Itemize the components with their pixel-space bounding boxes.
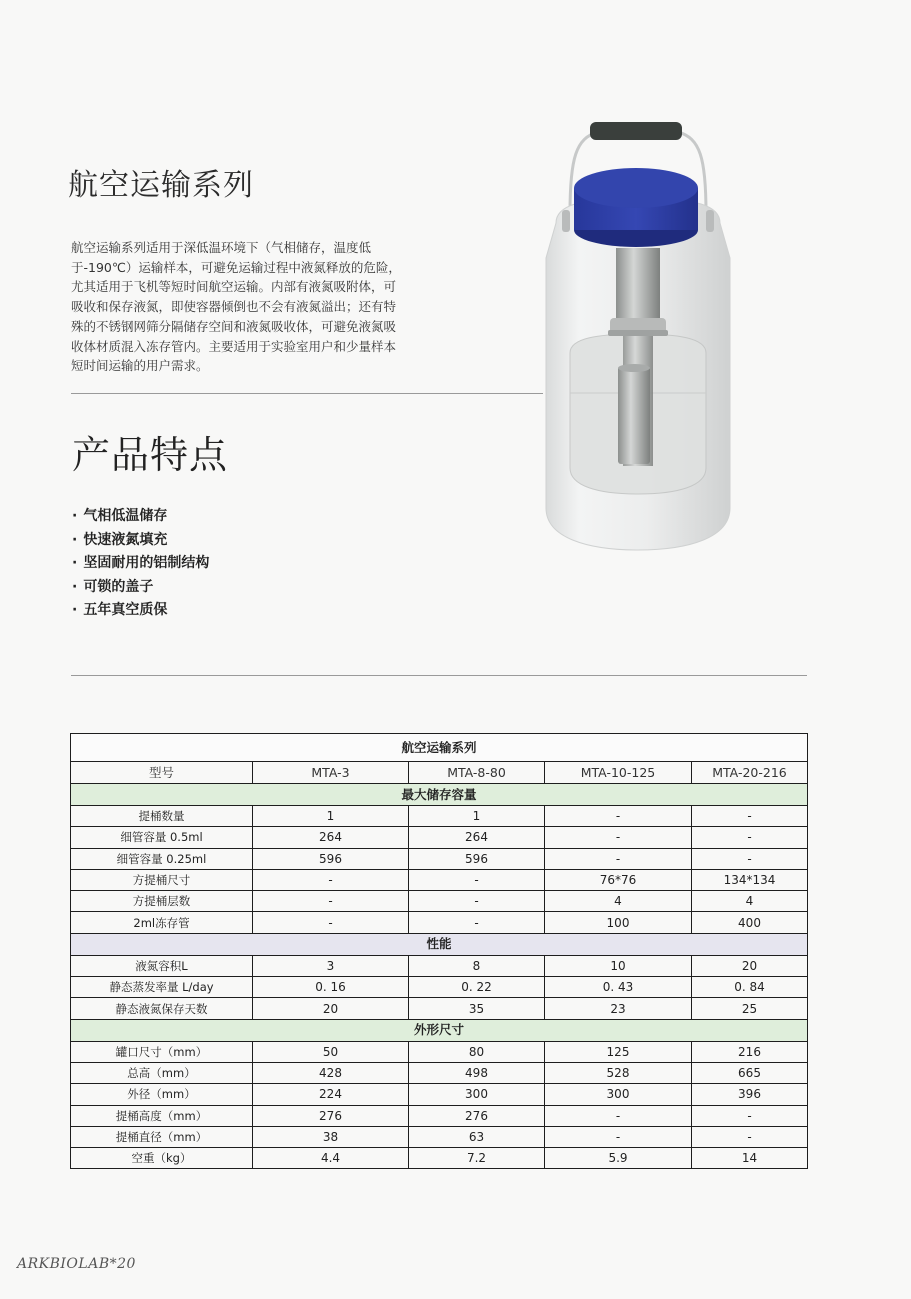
- table-cell: 3: [253, 955, 409, 976]
- table-caption-row: [71, 734, 808, 762]
- table-cell: -: [545, 806, 692, 827]
- features-title: 产品特点: [72, 433, 229, 477]
- table-cell: -: [409, 891, 545, 912]
- table-cell: -: [253, 869, 409, 890]
- table-cell: 1: [409, 806, 545, 827]
- table-cell: 396: [692, 1084, 808, 1105]
- table-cell: 1: [253, 806, 409, 827]
- table-cell: 14: [692, 1148, 808, 1169]
- table-cell: 596: [253, 848, 409, 869]
- table-cell: 4.4: [253, 1148, 409, 1169]
- row-label: 总高（mm）: [71, 1062, 253, 1083]
- table-cell: -: [692, 848, 808, 869]
- row-label: 液氮容积L: [71, 955, 253, 976]
- table-cell: -: [545, 827, 692, 848]
- table-row: [71, 1041, 808, 1062]
- table-cell: -: [545, 848, 692, 869]
- table-row: [71, 955, 808, 976]
- table-group-title: 性能: [71, 933, 808, 955]
- row-label: 静态蒸发率量 L/day: [71, 977, 253, 998]
- feature-item: · 可锁的盖子: [72, 576, 209, 600]
- table-cell: 528: [545, 1062, 692, 1083]
- table-cell: -: [409, 869, 545, 890]
- table-cell: 0. 43: [545, 977, 692, 998]
- table-cell: -: [692, 1105, 808, 1126]
- table-row: [71, 1084, 808, 1105]
- table-row: [71, 977, 808, 998]
- header-model: MTA-10-125: [545, 762, 692, 784]
- table-row: [71, 1126, 808, 1147]
- row-label: 细管容量 0.5ml: [71, 827, 253, 848]
- page-footer: ARKBIOLAB*20: [17, 1256, 136, 1272]
- table-cell: 80: [409, 1041, 545, 1062]
- table-cell: -: [692, 827, 808, 848]
- table-cell: 276: [253, 1105, 409, 1126]
- section-title: 航空运输系列: [68, 168, 254, 203]
- table-cell: 20: [692, 955, 808, 976]
- table-row: [71, 827, 808, 848]
- table-row: [71, 1148, 808, 1169]
- table-cell: 216: [692, 1041, 808, 1062]
- intro-paragraph: 航空运输系列适用于深低温环境下（气相储存，温度低于-190℃）运输样本，可避免运输过程中液氮释放的危险，尤其适用于飞机等短时间航空运输。内部有液氮吸附体，可吸收和保存液氮，即使容器倾倒也不会有液氮溢出；还有特殊的不锈钢网筛分隔储存空间和液氮吸收体，可避免液氮吸收体材质混入冻存管内。主要适用于实验室用户和少量样本短时间运输的用户需求。: [71, 240, 401, 374]
- row-label: 提桶数量: [71, 806, 253, 827]
- table-cell: 498: [409, 1062, 545, 1083]
- table-cell: 300: [409, 1084, 545, 1105]
- dewar-flask-image: [538, 118, 738, 553]
- table-cell: -: [253, 912, 409, 933]
- table-row: [71, 1105, 808, 1126]
- table-group-row: [71, 933, 808, 955]
- row-label: 提桶高度（mm）: [71, 1105, 253, 1126]
- table-header-row: [71, 762, 808, 784]
- table-cell: 264: [253, 827, 409, 848]
- header-model-label: 型号: [71, 762, 253, 784]
- features-list: [72, 505, 209, 623]
- table-cell: 665: [692, 1062, 808, 1083]
- row-label: 罐口尺寸（mm）: [71, 1041, 253, 1062]
- table-cell: 0. 16: [253, 977, 409, 998]
- table-group-row: [71, 1019, 808, 1041]
- table-cell: 4: [692, 891, 808, 912]
- table-cell: 10: [545, 955, 692, 976]
- table-cell: 25: [692, 998, 808, 1019]
- table-group-title: 最大储存容量: [71, 784, 808, 806]
- feature-item: · 坚固耐用的铝制结构: [72, 552, 209, 576]
- table-cell: 76*76: [545, 869, 692, 890]
- spec-table: [70, 733, 808, 1169]
- table-row: [71, 806, 808, 827]
- header-model: MTA-20-216: [692, 762, 808, 784]
- table-cell: 20: [253, 998, 409, 1019]
- table-cell: 428: [253, 1062, 409, 1083]
- table-cell: 134*134: [692, 869, 808, 890]
- table-row: [71, 998, 808, 1019]
- table-cell: 50: [253, 1041, 409, 1062]
- table-cell: 4: [545, 891, 692, 912]
- table-cell: -: [409, 912, 545, 933]
- table-cell: 596: [409, 848, 545, 869]
- row-label: 2ml冻存管: [71, 912, 253, 933]
- table-group-title: 外形尺寸: [71, 1019, 808, 1041]
- table-cell: -: [692, 806, 808, 827]
- table-cell: 23: [545, 998, 692, 1019]
- table-cell: 100: [545, 912, 692, 933]
- table-cell: -: [253, 891, 409, 912]
- table-cell: -: [545, 1105, 692, 1126]
- feature-item: · 气相低温储存: [72, 505, 209, 529]
- table-cell: 400: [692, 912, 808, 933]
- feature-item: · 五年真空质保: [72, 599, 209, 623]
- table-cell: 264: [409, 827, 545, 848]
- header-model: MTA-8-80: [409, 762, 545, 784]
- cap-top: [574, 168, 698, 208]
- table-row: [71, 848, 808, 869]
- table-row: [71, 869, 808, 890]
- table-cell: 7.2: [409, 1148, 545, 1169]
- row-label: 细管容量 0.25ml: [71, 848, 253, 869]
- intro-divider: [71, 393, 543, 394]
- table-cell: 125: [545, 1041, 692, 1062]
- table-row: [71, 1062, 808, 1083]
- table-cell: 38: [253, 1126, 409, 1147]
- table-cell: 0. 84: [692, 977, 808, 998]
- table-divider: [71, 675, 807, 676]
- table-cell: 35: [409, 998, 545, 1019]
- table-cell: 300: [545, 1084, 692, 1105]
- table-row: [71, 891, 808, 912]
- table-cell: -: [545, 1126, 692, 1147]
- table-cell: 224: [253, 1084, 409, 1105]
- table-cell: 8: [409, 955, 545, 976]
- feature-item: · 快速液氮填充: [72, 529, 209, 553]
- table-cell: 5.9: [545, 1148, 692, 1169]
- row-label: 外径（mm）: [71, 1084, 253, 1105]
- table-cell: 276: [409, 1105, 545, 1126]
- table-cell: -: [692, 1126, 808, 1147]
- header-model: MTA-3: [253, 762, 409, 784]
- table-cell: 0. 22: [409, 977, 545, 998]
- table-cell: 63: [409, 1126, 545, 1147]
- row-label: 方提桶层数: [71, 891, 253, 912]
- table-row: [71, 912, 808, 933]
- table-caption: 航空运输系列: [71, 734, 808, 762]
- row-label: 空重（kg）: [71, 1148, 253, 1169]
- row-label: 提桶直径（mm）: [71, 1126, 253, 1147]
- table-group-row: [71, 784, 808, 806]
- handle-grip: [590, 122, 682, 140]
- row-label: 方提桶尺寸: [71, 869, 253, 890]
- row-label: 静态液氮保存天数: [71, 998, 253, 1019]
